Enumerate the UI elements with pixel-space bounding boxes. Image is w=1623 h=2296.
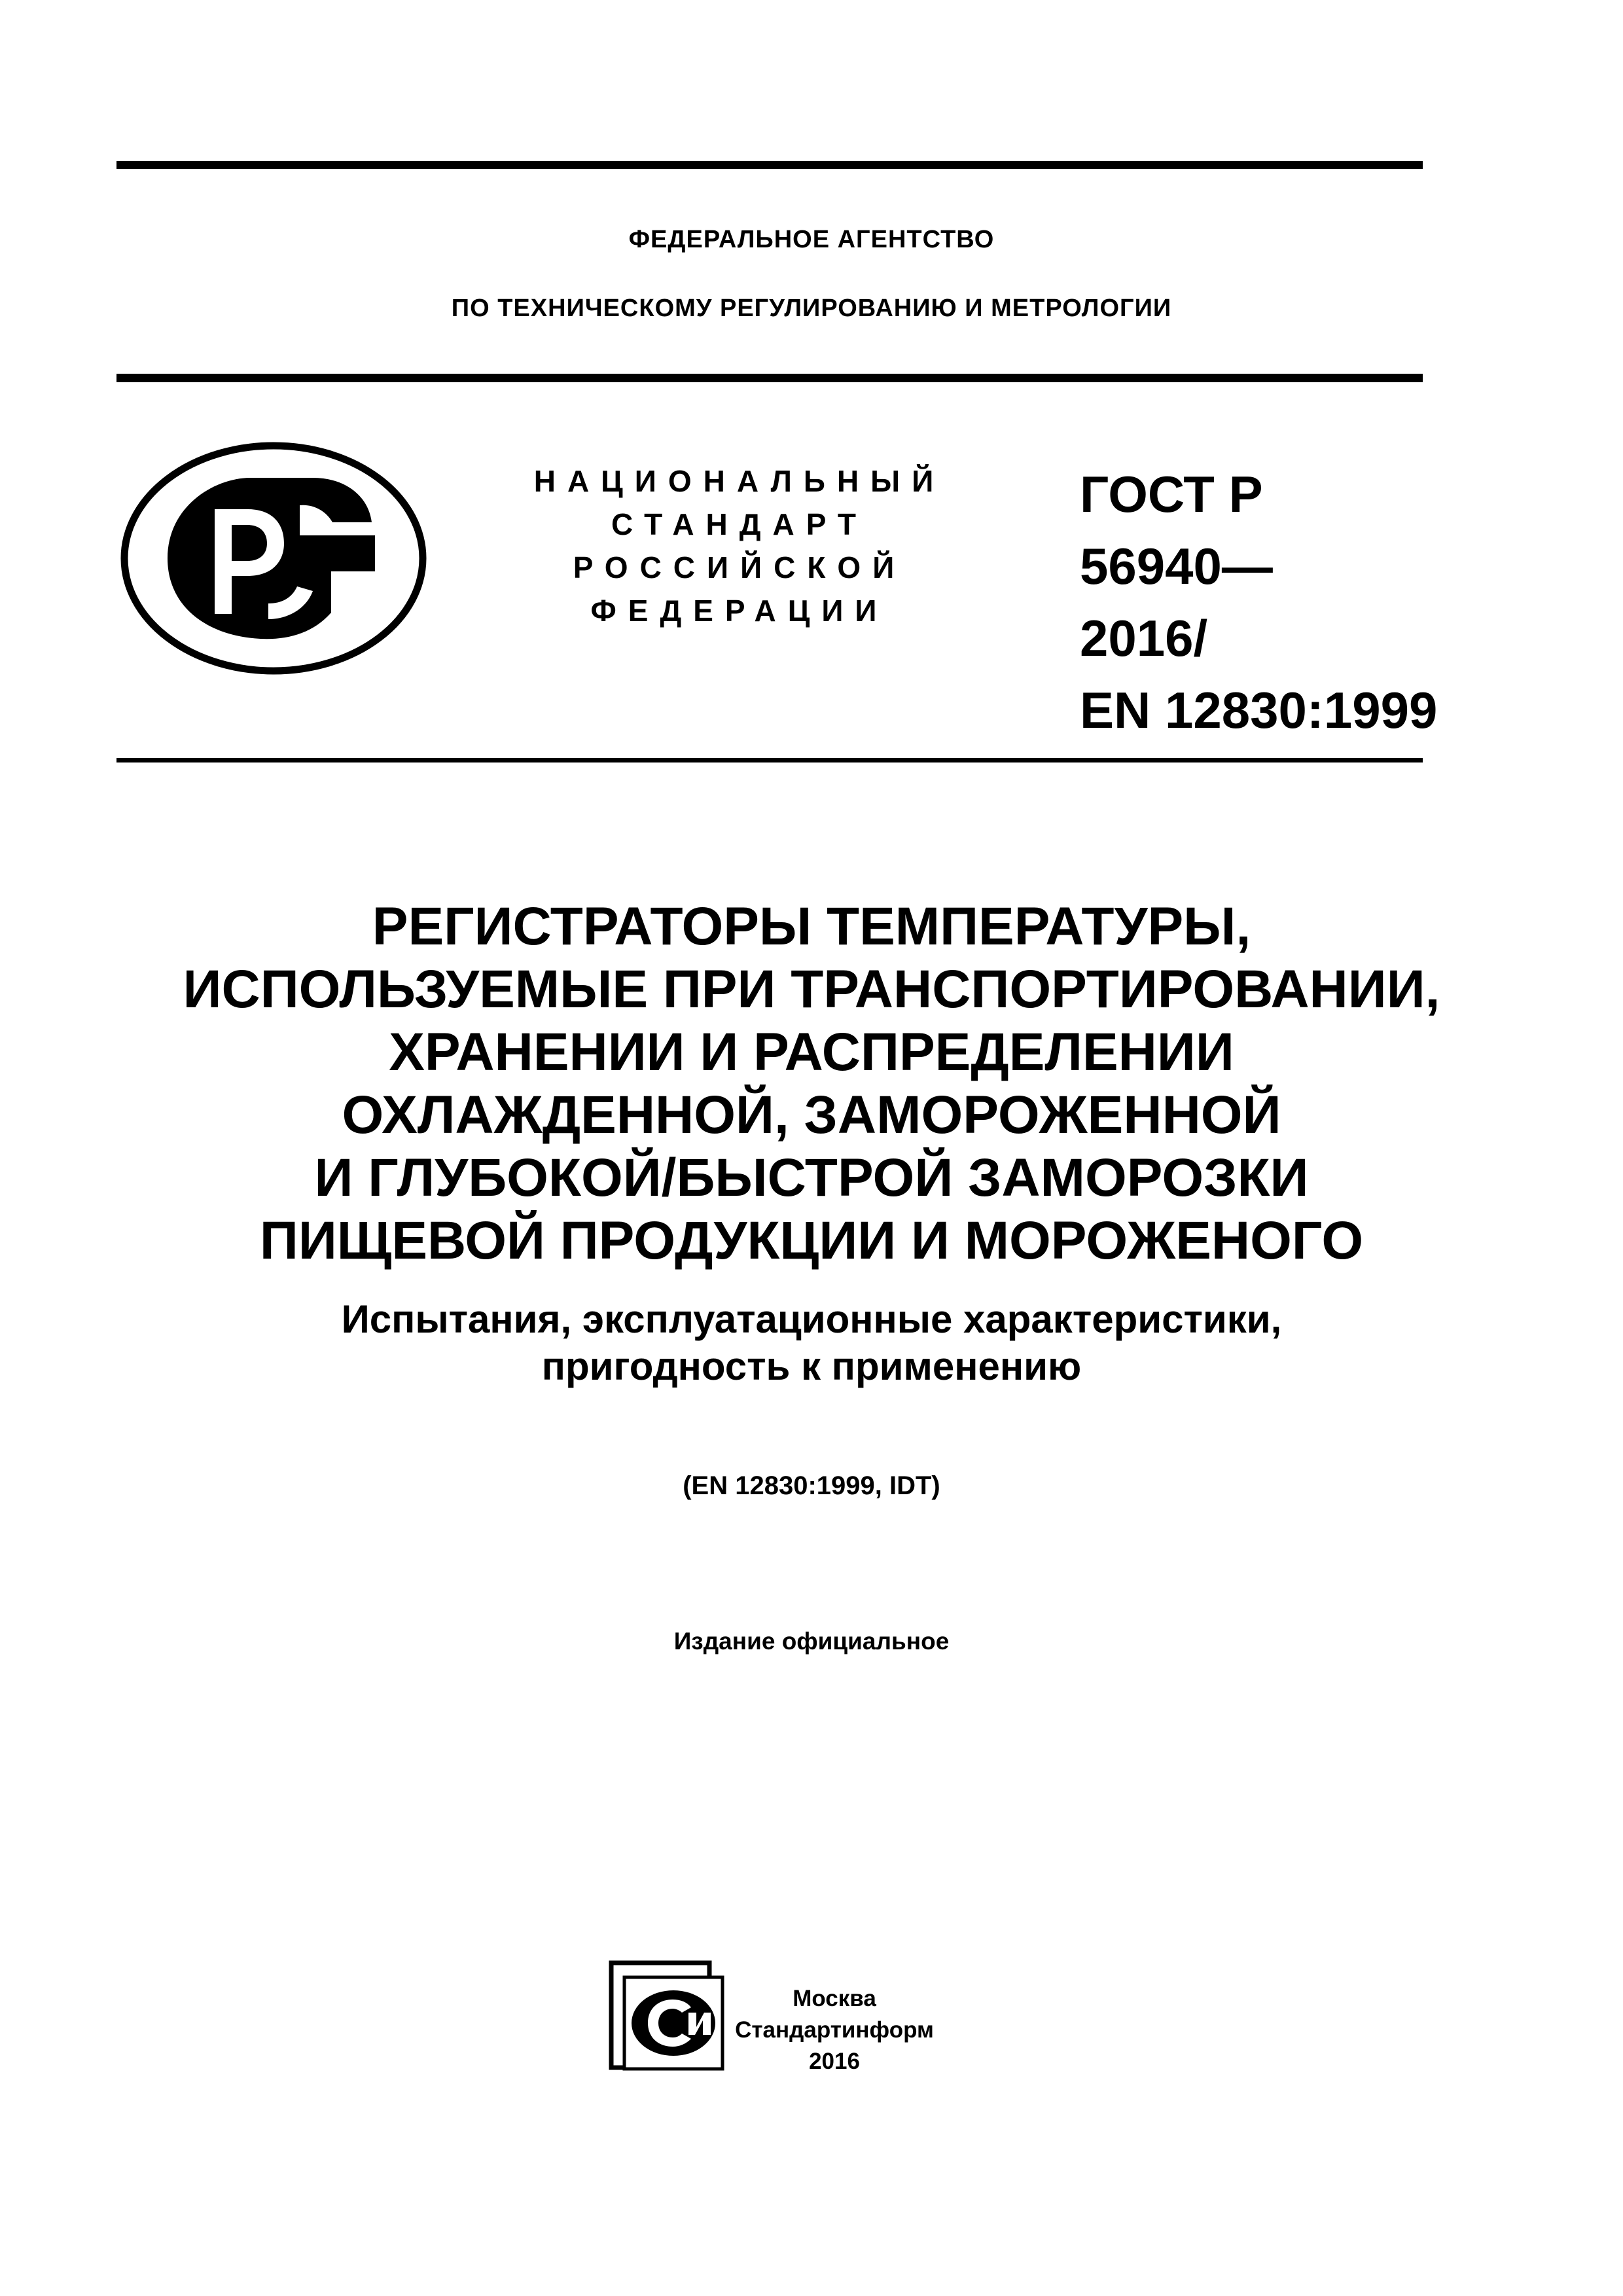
subtitle-line-2: пригодность к применению [541,1344,1082,1388]
standard-designation [1080,458,1437,746]
publisher-year: 2016 [809,2049,860,2074]
title-rule [116,758,1423,762]
publisher-city: Москва [793,1986,876,2011]
gost-r-logo-icon [116,437,431,679]
svg-text:СИ: СИ [609,1960,610,1961]
title-line-2: ИСПОЛЬЗУЕМЫЕ ПРИ ТРАНСПОРТИРОВАНИИ, [183,960,1440,1019]
agency-line-1: ФЕДЕРАЛЬНОЕ АГЕНТСТВО [628,226,995,253]
designation-line-2: 56940— [1080,537,1273,595]
standard-type-line-1: НАЦИОНАЛЬНЫЙ [533,464,946,498]
document-subtitle [0,1296,1623,1390]
publisher-name: Стандартинформ [735,2017,934,2043]
document-title [0,895,1623,1272]
publisher-block [726,1983,942,2077]
header-rule [116,374,1423,382]
standard-type-line-3: РОССИЙСКОЙ [573,550,906,584]
title-line-6: ПИЩЕВОЙ ПРОДУКЦИИ И МОРОЖЕНОГО [259,1211,1364,1270]
title-line-4: ОХЛАЖДЕННОЙ, ЗАМОРОЖЕННОЙ [342,1085,1281,1145]
standard-type-line-4: ФЕДЕРАЦИИ [590,594,889,628]
title-line-3: ХРАНЕНИИ И РАСПРЕДЕЛЕНИИ [389,1022,1234,1082]
agency-line-2: ПО ТЕХНИЧЕСКОМУ РЕГУЛИРОВАНИЮ И МЕТРОЛОГИИ [451,295,1172,322]
top-rule [116,161,1423,169]
edition-note: Издание официальное [673,1628,950,1655]
equivalence-note: (EN 12830:1999, IDT) [683,1471,940,1500]
svg-text:РСТ: РСТ [346,563,359,570]
subtitle-line-1: Испытания, эксплуатационные характеристики, [341,1297,1282,1341]
standard-type [497,459,982,632]
standartinform-logo-icon [609,1960,726,2075]
designation-line-1: ГОСТ Р [1080,465,1263,523]
designation-line-4: EN 12830:1999 [1080,681,1438,739]
standard-type-line-2: СТАНДАРТ [611,507,868,541]
title-line-1: РЕГИСТРАТОРЫ ТЕМПЕРАТУРЫ, [372,897,1251,956]
title-line-5: И ГЛУБОКОЙ/БЫСТРОЙ ЗАМОРОЗКИ [314,1148,1309,1208]
designation-line-3: 2016/ [1080,609,1208,667]
